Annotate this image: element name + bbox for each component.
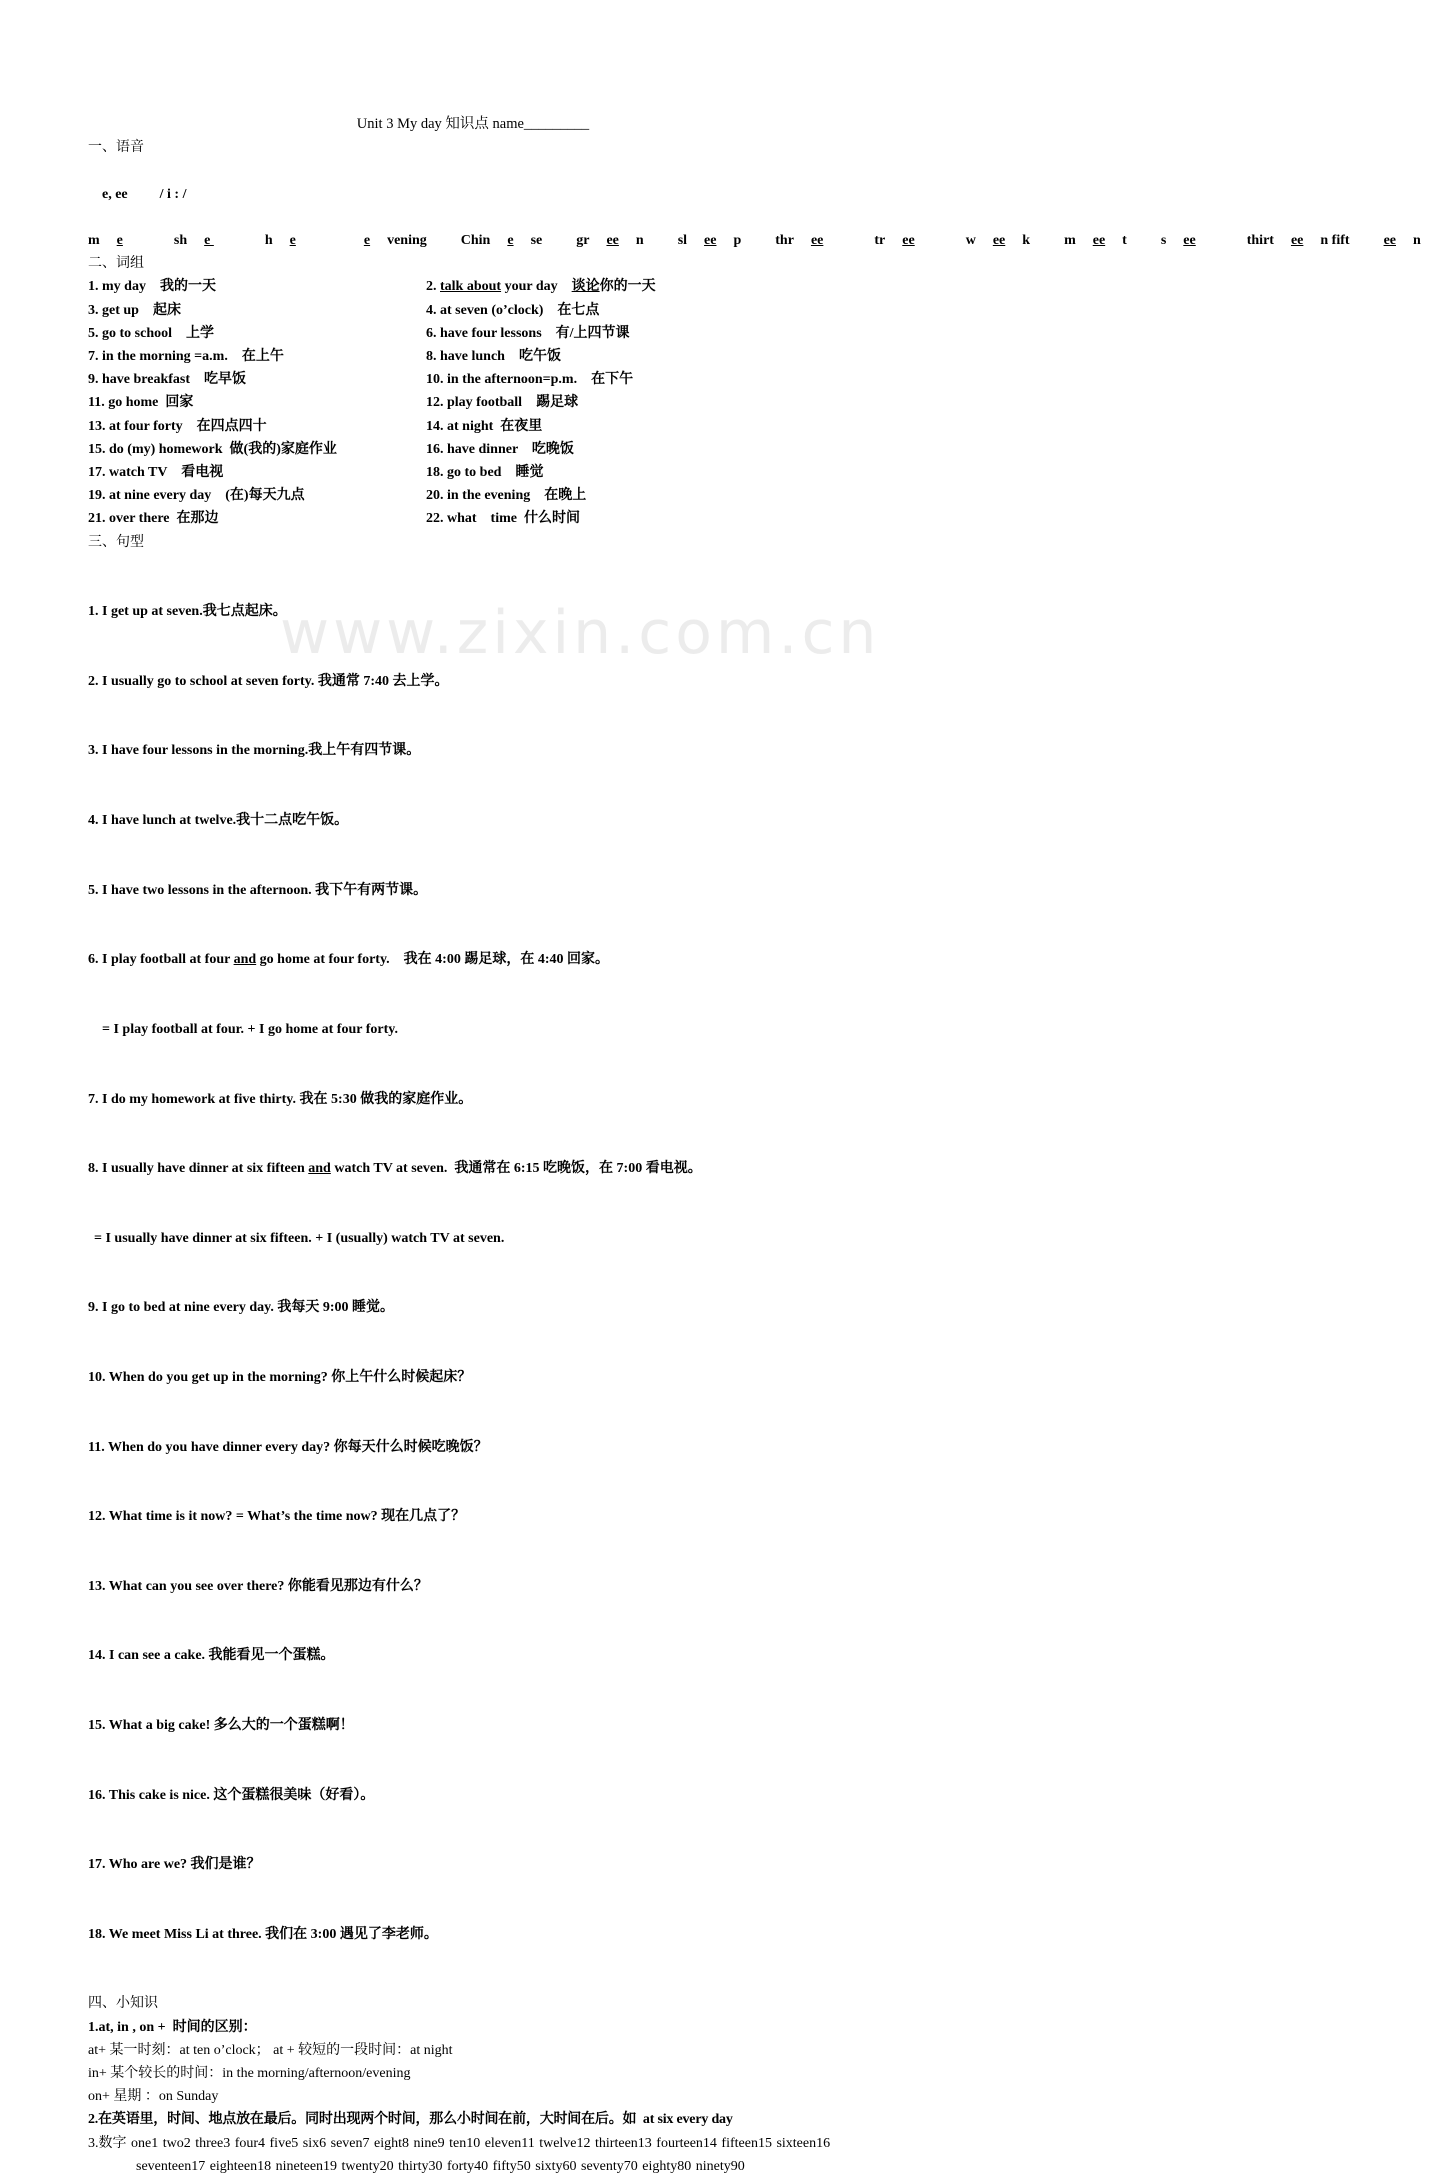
sentence <box>88 1157 838 1180</box>
underlined-letters: e <box>289 233 296 249</box>
phrase-text: 13. at four forty 在四点四十 <box>88 418 267 434</box>
word-part: sh <box>173 233 188 249</box>
phrase-left <box>88 299 426 322</box>
underlined-letters: e <box>204 233 214 249</box>
phrase-right <box>426 415 542 438</box>
sentence: 9. I go to bed at nine every day. 我每天 9:00 睡觉。 <box>88 1300 395 1316</box>
phrase-right <box>426 299 599 322</box>
phrase-right <box>426 275 656 298</box>
phrase-row <box>88 275 838 298</box>
phrase-row <box>88 415 838 438</box>
underlined-letters: ee <box>1383 233 1396 249</box>
sentence: 15. What a big cake! 多么大的一个蛋糕啊！ <box>88 1718 354 1734</box>
phonics-word <box>874 233 948 248</box>
phrase-text: 4. at seven (o’clock) 在七点 <box>426 302 600 318</box>
phrase-text: 17. watch TV 看电视 <box>88 465 224 481</box>
phrase-row <box>88 507 838 530</box>
word-part: w <box>965 233 976 249</box>
sentence-equivalent: = I usually have dinner at six fifteen. + I (usually) watch TV at seven. <box>94 1230 505 1246</box>
sentence-part: 6. I play football at four <box>88 952 234 968</box>
sentence: 12. What time is it now? = What’s the time now? 现在几点了？ <box>88 1509 466 1525</box>
underlined-letters: e <box>507 233 514 249</box>
underlined-letters: ee <box>606 233 619 249</box>
word-part: tr <box>874 233 886 249</box>
phrase-right <box>426 507 580 530</box>
sentence-equivalent: = I play football at four. + I go home at four forty. <box>102 1021 398 1037</box>
phonics-word-list <box>88 229 1421 252</box>
phonics-word <box>1161 233 1230 248</box>
phrase-list <box>88 275 838 530</box>
phrase-row <box>88 484 838 507</box>
phrase-left <box>88 415 426 438</box>
phrase-left <box>88 391 426 414</box>
underlined-letters: e <box>363 233 371 249</box>
underlined-phrase: 谈论 <box>571 279 600 295</box>
phonics-word <box>1367 233 1438 248</box>
underlined-word: and <box>233 952 257 968</box>
word-part: n fift <box>1320 233 1350 249</box>
phrase-right <box>426 345 561 368</box>
word-part: sl <box>677 233 688 249</box>
phrase-text: 22. what time 什么时间 <box>426 511 580 527</box>
sentence: 18. We meet Miss Li at three. 我们在 3:00 遇见了李老师。 <box>88 1926 438 1942</box>
tip-line: 2.在英语里，时间、地点放在最后。同时出现两个时间，那么小时间在前，大时间在后。如 at six every day <box>88 2112 733 2128</box>
underlined-letters: ee <box>902 233 915 249</box>
page-title: Unit 3 My day 知识点 name_________ <box>356 116 590 132</box>
sentence-part: 8. I usually have dinner at six fifteen <box>88 1161 309 1177</box>
phrase-text: 10. in the afternoon=p.m. 在下午 <box>426 372 634 388</box>
phrase-text: 14. at night 在夜里 <box>426 418 543 434</box>
section-heading-phonics: 一、语音 <box>88 140 144 156</box>
phonics-word <box>265 233 330 248</box>
phrase-text: 16. have dinner 吃晚饭 <box>426 441 574 457</box>
phrase-row <box>88 345 838 368</box>
sentence: 14. I can see a cake. 我能看见一个蛋糕。 <box>88 1648 335 1664</box>
phonics-word <box>966 233 1047 248</box>
sentence: 16. This cake is nice. 这个蛋糕很美味（好看）。 <box>88 1787 375 1803</box>
tip-heading: 1.at, in , on + 时间的区别： <box>88 2019 257 2035</box>
phrase-text: 3. get up 起床 <box>88 302 181 318</box>
phrase-right <box>426 461 543 484</box>
tip-line: in+ 某个较长的时间：in the morning/afternoon/evening <box>88 2066 411 2082</box>
phrase-text: your day <box>501 279 572 295</box>
phrase-left <box>88 368 426 391</box>
phrase-text: 20. in the evening 在晚上 <box>426 488 587 504</box>
word-part: m <box>1064 233 1076 249</box>
word-part: gr <box>576 233 590 249</box>
phrase-row <box>88 299 838 322</box>
sentence-list <box>88 554 838 1993</box>
phrase-text: 9. have breakfast 吃早饭 <box>88 372 247 388</box>
word-part: h <box>264 233 273 249</box>
phrase-right <box>426 391 578 414</box>
tip-numbers: 3.数字 one1 two2 three3 four4 five5 six6 seven7 eight8 nine9 ten10 eleven11 twelve12 thirteen13 fourteen14 fifteen15 sixteen16 seventeen17 eighteen18 nineteen19 twenty20 thirty30 forty40 fifty50 sixty60 seventy70 eighty80 ninety90 <box>88 2135 831 2174</box>
phonics-word <box>461 233 559 248</box>
phrase-left <box>88 461 426 484</box>
sentence-part: go home at four forty. 我在 4:00 踢足球，在 4:40 回家。 <box>256 952 609 968</box>
phrase-row <box>88 438 838 461</box>
underlined-letters: ee <box>810 233 824 249</box>
tip-line: at+ 某一时刻：at ten o’clock； at + 较短的一段时间：at night <box>88 2042 453 2058</box>
phonics-word <box>1247 233 1367 248</box>
phonics-header <box>88 159 838 229</box>
word-part: t <box>1122 233 1127 249</box>
section-heading-sentences: 三、句型 <box>88 534 144 550</box>
phrase-right <box>426 368 633 391</box>
sentence: 13. What can you see over there? 你能看见那边有什么？ <box>88 1578 428 1594</box>
section-heading-tips: 四、小知识 <box>88 1996 158 2012</box>
word-part: n <box>1413 233 1421 249</box>
phrase-text: 21. over there 在那边 <box>88 511 219 527</box>
sentence: 7. I do my homework at five thirty. 我在 5:30 做我的家庭作业。 <box>88 1091 473 1107</box>
sentence: 17. Who are we? 我们是谁？ <box>88 1857 261 1873</box>
phrase-right <box>426 484 586 507</box>
word-part: se <box>530 233 543 249</box>
phrase-text: 18. go to bed 睡觉 <box>426 465 544 481</box>
phrase-row <box>88 461 838 484</box>
sentence: 10. When do you get up in the morning? 你上午什么时候起床？ <box>88 1369 472 1385</box>
phrase-text: 15. do (my) homework 做(我的)家庭作业 <box>88 441 337 457</box>
phrase-left <box>88 322 426 345</box>
sentence <box>88 948 838 971</box>
phonics-word <box>88 233 157 248</box>
phonics-word <box>174 233 248 248</box>
phrase-left <box>88 484 426 507</box>
sentence: 4. I have lunch at twelve.我十二点吃午饭。 <box>88 813 349 829</box>
section-heading-phrases: 二、词组 <box>88 256 144 272</box>
phonics-word <box>576 233 660 248</box>
phrase-text: 7. in the morning =a.m. 在上午 <box>88 349 284 365</box>
phrase-text: 1. my day 我的一天 <box>88 279 216 295</box>
phrase-row <box>88 322 838 345</box>
underlined-letters: ee <box>1092 233 1106 249</box>
phrase-left <box>88 275 426 298</box>
word-part: p <box>733 233 742 249</box>
phonics-word <box>775 233 857 248</box>
phrase-row <box>88 368 838 391</box>
phonics-word <box>347 233 444 248</box>
phrase-right <box>426 322 630 345</box>
sentence-part: watch TV at seven. 我通常在 6:15 吃晚饭，在 7:00 看电视。 <box>330 1161 702 1177</box>
sentence: 2. I usually go to school at seven forty. 我通常 7:40 去上学。 <box>88 673 449 689</box>
tip-line: on+ 星期 ：on Sunday <box>88 2089 219 2105</box>
underlined-letters: ee <box>1183 233 1196 249</box>
word-part: m <box>88 233 100 249</box>
phrase-text: 12. play football 踢足球 <box>426 395 579 411</box>
phrase-text: 2. <box>426 279 440 295</box>
phrase-text: 你的一天 <box>599 279 656 295</box>
phrase-left <box>88 438 426 461</box>
word-part: n <box>635 233 644 249</box>
underlined-word: and <box>308 1161 331 1177</box>
phrase-row <box>88 391 838 414</box>
phrase-right <box>426 438 574 461</box>
word-part: Chin <box>460 233 491 249</box>
phrase-text: 11. go home 回家 <box>88 395 194 411</box>
underlined-phrase: talk about <box>440 279 502 295</box>
phonics-word <box>1064 233 1144 248</box>
word-part: vening <box>387 233 427 249</box>
underlined-letters: e <box>116 233 123 249</box>
word-part: k <box>1022 233 1031 249</box>
phrase-left <box>88 345 426 368</box>
sentence: 1. I get up at seven.我七点起床。 <box>88 604 287 620</box>
phrase-text: 6. have four lessons 有/上四节课 <box>426 325 630 341</box>
watermark: www.zixin.com.cn <box>280 598 881 668</box>
sentence: 5. I have two lessons in the afternoon. 我下午有两节课。 <box>88 882 428 898</box>
underlined-letters: ee <box>704 233 717 249</box>
document-body <box>88 113 1421 2178</box>
phrase-text: 8. have lunch 吃午饭 <box>426 349 561 365</box>
phonics-word <box>678 233 759 248</box>
phonics-letters: e, ee <box>102 186 128 202</box>
underlined-letters: ee <box>1290 233 1304 249</box>
sentence: 3. I have four lessons in the morning.我上午有四节课。 <box>88 743 421 759</box>
underlined-letters: ee <box>992 233 1006 249</box>
phrase-left <box>88 507 426 530</box>
word-part: s <box>1160 233 1167 249</box>
phrase-text: 5. go to school 上学 <box>88 325 214 341</box>
phonics-sound: / i : / <box>159 186 187 202</box>
word-part: thirt <box>1246 233 1274 249</box>
sentence: 11. When do you have dinner every day? 你每天什么时候吃晚饭？ <box>88 1439 488 1455</box>
word-part: thr <box>775 233 794 249</box>
phrase-text: 19. at nine every day (在)每天九点 <box>88 488 305 504</box>
